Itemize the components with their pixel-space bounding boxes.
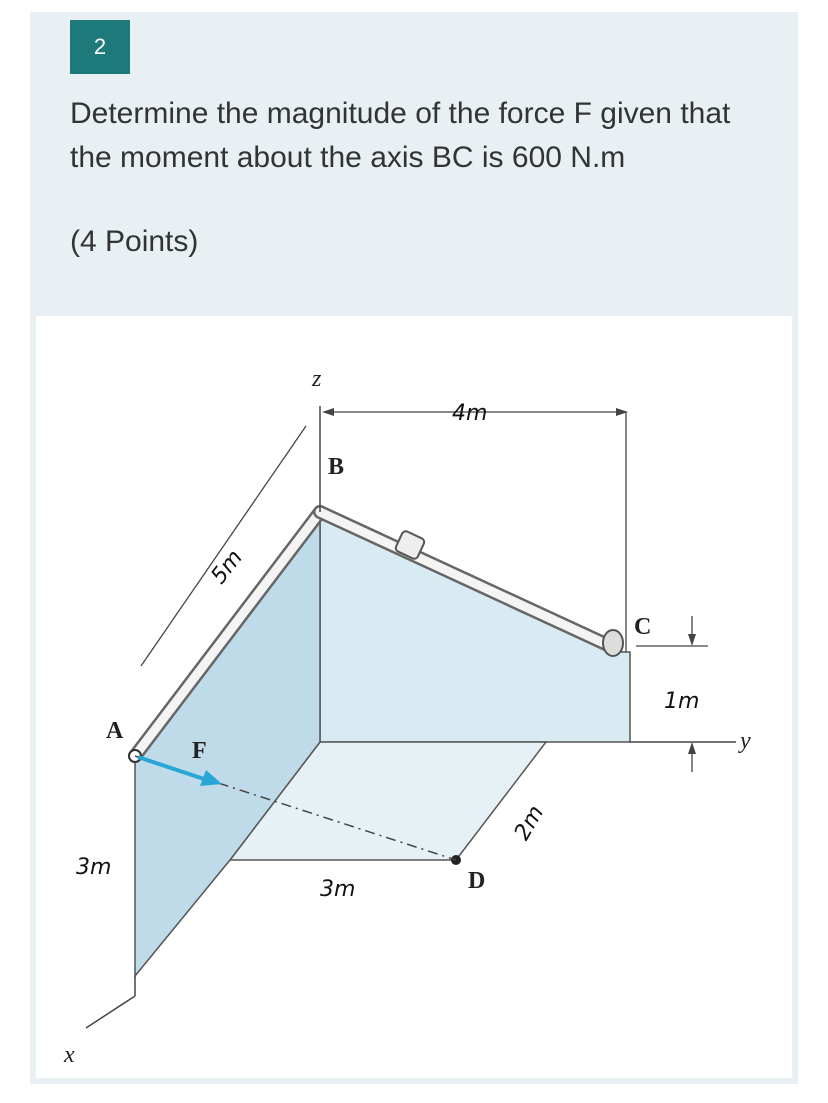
- label-f: F: [192, 738, 207, 764]
- question-points: (4 Points): [70, 225, 199, 258]
- dim-label-1m: 1m: [664, 689, 700, 714]
- axis-label-x: x: [64, 1042, 75, 1068]
- axis-label-y: y: [740, 728, 751, 754]
- label-a: A: [106, 718, 124, 744]
- axis-label-z: z: [312, 366, 322, 392]
- label-d: D: [468, 868, 486, 894]
- dim-label-4m: 4m: [452, 401, 488, 426]
- figure-panel: [36, 316, 792, 1078]
- dim-label-5m: 5m: [206, 545, 248, 589]
- label-b: B: [328, 454, 345, 480]
- dim-label-3m-bottom: 3m: [320, 877, 356, 902]
- question-text: Determine the magnitude of the force F given that the moment about the axis BC is 600 N.m: [70, 97, 731, 174]
- label-c: C: [634, 614, 652, 640]
- dim-label-2m: 2m: [509, 801, 550, 845]
- statics-diagram: [36, 316, 792, 1078]
- dim-label-3m-left: 3m: [76, 855, 112, 880]
- question-number-badge: 2: [70, 20, 130, 74]
- pipe-end-cap: [603, 630, 623, 656]
